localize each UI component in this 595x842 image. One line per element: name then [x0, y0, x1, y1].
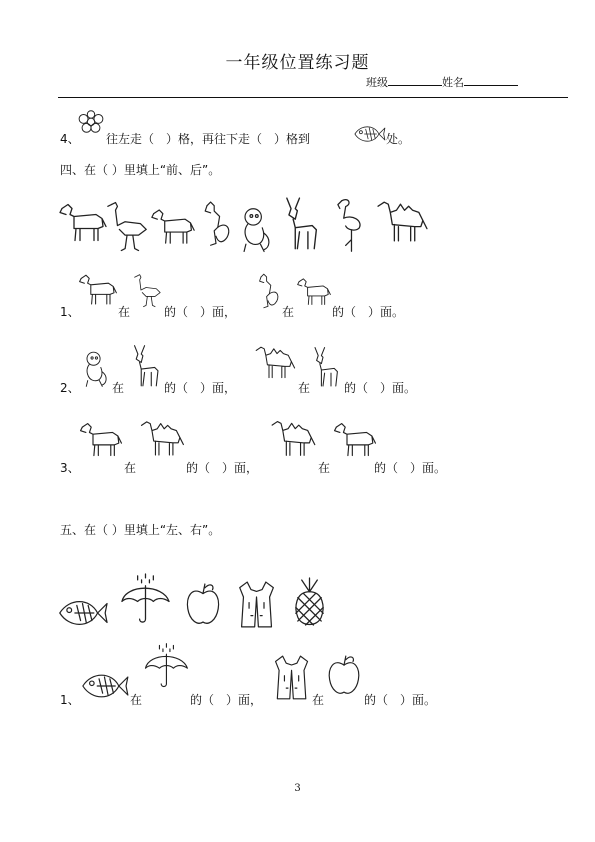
page-number: 3	[294, 783, 301, 794]
s5-item1-blank1[interactable]: 的（ ）面，	[190, 693, 263, 707]
s4-item3-zai1: 在	[124, 461, 137, 475]
horse-icon	[78, 420, 124, 460]
flamingo-icon	[334, 196, 368, 256]
header-divider	[58, 97, 568, 98]
umbrella-icon	[118, 572, 172, 626]
camel-icon	[252, 344, 298, 380]
deer-icon	[126, 344, 164, 390]
deer-icon	[276, 196, 324, 254]
camel-icon	[374, 198, 430, 244]
pineapple-icon	[288, 576, 332, 630]
q4-text-end: 处。	[386, 132, 411, 146]
name-label: 姓名	[442, 76, 464, 89]
s4-item1-blank2[interactable]: 的（ ）面。	[332, 305, 405, 319]
monkey-icon	[78, 350, 112, 390]
umbrella-icon	[142, 642, 190, 690]
class-blank[interactable]	[388, 75, 442, 86]
s4-item2-blank1[interactable]: 的（ ）面，	[164, 381, 237, 395]
name-blank[interactable]	[464, 75, 518, 86]
flower-icon	[76, 110, 106, 136]
page-title: 一年级位置练习题	[225, 53, 370, 73]
ostrich-icon	[132, 272, 164, 310]
s4-item3-number: 3、	[60, 461, 80, 475]
s5-item1-zai2: 在	[312, 693, 325, 707]
monkey-icon	[236, 206, 274, 256]
s4-item2-zai1: 在	[112, 381, 125, 395]
s4-item3-blank2[interactable]: 的（ ）面。	[374, 461, 447, 475]
s4-item1-zai1: 在	[118, 305, 131, 319]
horse-icon	[78, 272, 118, 308]
class-label: 班级	[366, 76, 388, 89]
s4-item2-zai2: 在	[298, 381, 311, 395]
squirrel-icon	[198, 198, 234, 252]
deer-icon	[306, 346, 344, 390]
q4-number: 4、	[60, 132, 80, 146]
squirrel-icon	[254, 272, 282, 312]
fish-icon	[78, 668, 130, 704]
section5-heading: 五、在（ ）里填上“左、右”。	[60, 523, 221, 537]
camel-icon	[268, 418, 318, 458]
apple-icon	[326, 652, 362, 698]
section4-heading: 四、在（ ）里填上“前、后”。	[60, 163, 221, 177]
s4-item1-blank1[interactable]: 的（ ）面，	[164, 305, 237, 319]
class-name-line	[366, 74, 518, 90]
vest-icon	[272, 652, 312, 702]
vest-icon	[236, 578, 278, 630]
ostrich-icon	[104, 200, 152, 254]
horse-icon	[150, 206, 196, 248]
horse-icon	[58, 200, 108, 246]
fish-icon	[352, 122, 386, 146]
s4-item2-number: 2、	[60, 381, 80, 395]
s4-item2-blank2[interactable]: 的（ ）面。	[344, 381, 417, 395]
apple-icon	[184, 580, 222, 628]
s5-item1-zai1: 在	[130, 693, 143, 707]
fish-icon	[56, 594, 108, 632]
camel-icon	[138, 418, 186, 458]
q4-text: 往左走（ ）格，再往下走（ ）格到	[106, 132, 311, 146]
s4-item1-number: 1、	[60, 305, 80, 319]
horse-icon	[296, 276, 332, 308]
s4-item1-zai2: 在	[282, 305, 295, 319]
s5-item1-number: 1、	[60, 693, 80, 707]
horse-icon	[332, 420, 378, 460]
s5-item1-blank2[interactable]: 的（ ）面。	[364, 693, 437, 707]
s4-item3-zai2: 在	[318, 461, 331, 475]
s4-item3-blank1[interactable]: 的（ ）面，	[186, 461, 259, 475]
